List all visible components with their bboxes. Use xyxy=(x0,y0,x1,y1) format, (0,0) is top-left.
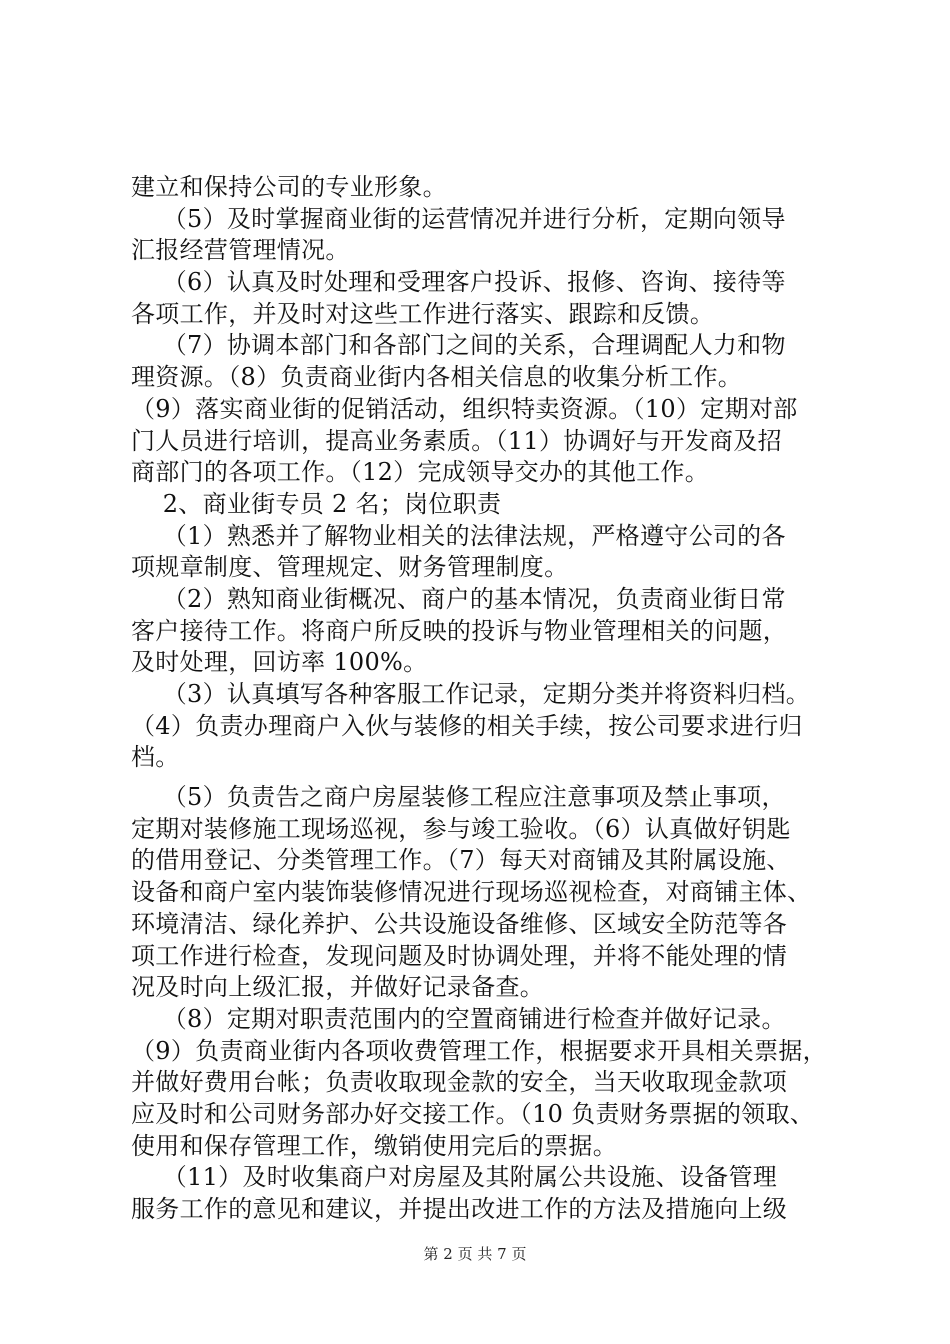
text-line: （5）及时掌握商业街的运营情况并进行分析，定期向领导 xyxy=(131,204,786,233)
text-line: 各项工作，并及时对这些工作进行落实、跟踪和反馈。 xyxy=(131,299,715,328)
text-line: 环境清洁、绿化养护、公共设施设备维修、区域安全防范等各 xyxy=(131,909,788,938)
text-line: 汇报经营管理情况。 xyxy=(131,236,350,265)
text-line: （9）落实商业街的促销活动，组织特卖资源。（10）定期对部 xyxy=(131,394,798,423)
text-line: （5）负责告之商户房屋装修工程应注意事项及禁止事项， xyxy=(131,783,786,812)
text-line: 及时处理，回访率 100%。 xyxy=(131,648,428,677)
text-line: 的借用登记、分类管理工作。（7）每天对商铺及其附属设施、 xyxy=(131,846,791,875)
text-line: （2）熟知商业街概况、商户的基本情况，负责商业街日常 xyxy=(131,584,786,613)
text-line: 客户接待工作。将商户所反映的投诉与物业管理相关的问题， xyxy=(131,616,788,645)
text-line: 设备和商户室内装饰装修情况进行现场巡视检查，对商铺主体、 xyxy=(131,878,812,907)
text-line: 门人员进行培训，提高业务素质。（11）协调好与开发商及招 xyxy=(131,426,782,455)
text-line: 使用和保存管理工作，缴销使用完后的票据。 xyxy=(131,1131,617,1160)
text-line: 况及时向上级汇报，并做好记录备查。 xyxy=(131,973,545,1002)
text-line: 定期对装修施工现场巡视，参与竣工验收。（6）认真做好钥匙 xyxy=(131,814,791,843)
text-line: （9）负责商业街内各项收费管理工作，根据要求开具相关票据， xyxy=(131,1036,827,1065)
page-number-footer: 第 2 页 共 7 页 xyxy=(423,1245,527,1263)
text-line: （8）定期对职责范围内的空置商铺进行检查并做好记录。 xyxy=(131,1004,786,1033)
paragraph-gap xyxy=(131,774,851,782)
text-line: （11）及时收集商户对房屋及其附属公共设施、设备管理 xyxy=(131,1163,778,1192)
text-line: （4）负责办理商户入伙与装修的相关手续，按公司要求进行归 xyxy=(131,711,803,740)
text-line: （7）协调本部门和各部门之间的关系，合理调配人力和物 xyxy=(131,331,786,360)
text-line: （3）认真填写各种客服工作记录，定期分类并将资料归档。 xyxy=(131,680,811,708)
text-line: 档。 xyxy=(131,743,180,772)
text-line: 建立和保持公司的专业形象。 xyxy=(131,173,447,201)
text-line: （1）熟悉并了解物业相关的法律法规，严格遵守公司的各 xyxy=(131,521,786,550)
text-line: （6）认真及时处理和受理客户投诉、报修、咨询、接待等 xyxy=(131,268,786,297)
document-body xyxy=(131,172,851,1226)
text-line: 应及时和公司财务部办好交接工作。（10 负责财务票据的领取、 xyxy=(131,1099,815,1128)
text-line: 项工作进行检查，发现问题及时协调处理，并将不能处理的情 xyxy=(131,941,788,970)
text-line: 并做好费用台帐；负责收取现金款的安全，当天收取现金款项 xyxy=(131,1068,788,1097)
text-line: 商部门的各项工作。（12）完成领导交办的其他工作。 xyxy=(131,458,710,487)
text-line: 服务工作的意见和建议，并提出改进工作的方法及措施向上级 xyxy=(131,1195,788,1223)
text-line: 项规章制度、管理规定、财务管理制度。 xyxy=(131,553,569,582)
text-line: 2、商业街专员 2 名；岗位职责 xyxy=(131,489,502,518)
text-line: 理资源。（8）负责商业街内各相关信息的收集分析工作。 xyxy=(131,363,743,392)
